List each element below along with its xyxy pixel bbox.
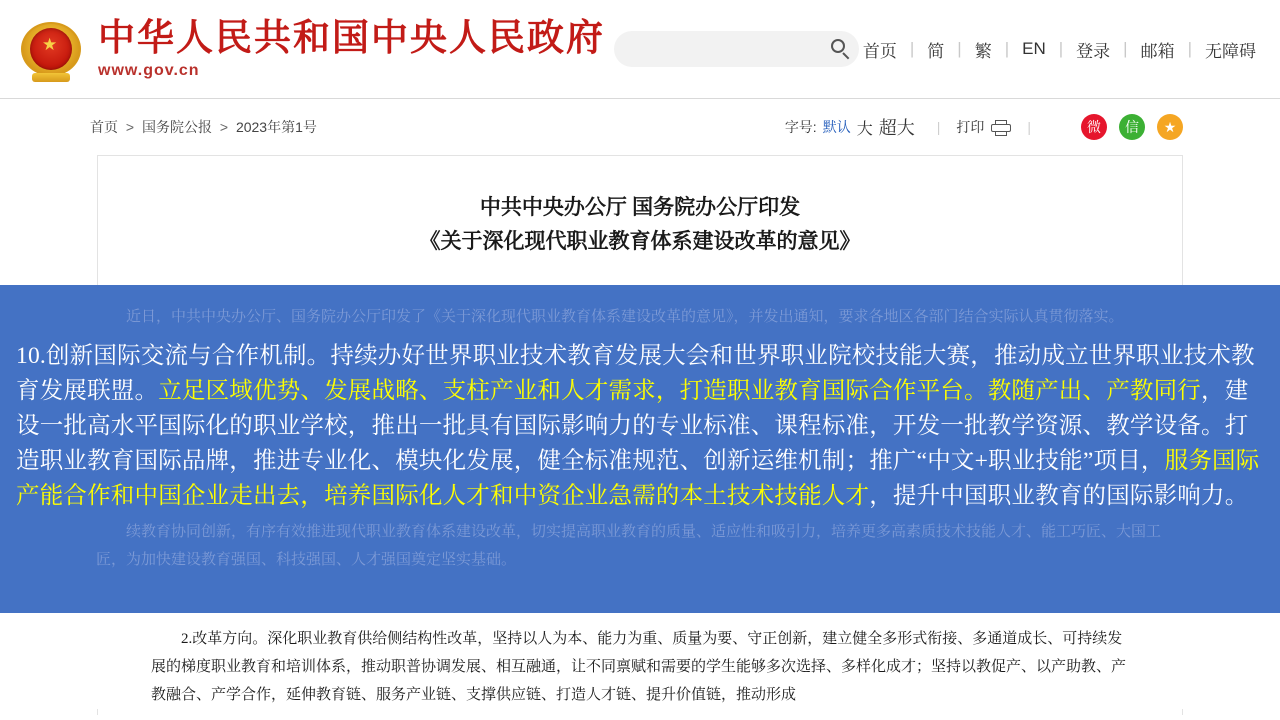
ghost-paragraph-bottom: 续教育协同创新，有序有效推进现代职业教育体系建设改革，切实提高职业教育的质量、适应性和吸引力，培养更多高素质技术技能人才、能工巧匠、大国工匠，为加快建设教育强国、科技强国、人才强国奠定坚实基础。 [96,524,1162,568]
search-input[interactable] [614,31,859,67]
selected-mid-text: ，建设一批高水平国际化的职业学校，推出一批具有国际影响力的专业标准、课程标准，开发一批教学资源、教学设备。打造职业教育国际品牌，推进专业化、模块化发展，健全标准规范、创新运维机制；推广“中文+职业技能”项目， [16,378,1249,474]
nav-separator: | [1187,39,1192,58]
favorite-share-icon[interactable]: ★ [1157,114,1183,140]
search-icon[interactable] [831,39,851,59]
site-brand[interactable] [18,16,605,82]
breadcrumb-item-home[interactable]: 首页 [90,119,118,135]
page-title-line1: 中共中央办公厅 国务院办公厅印发 [479,195,801,219]
nav-separator: | [957,39,962,58]
page-toolbar [0,99,1280,155]
nav-item-english[interactable]: EN [1022,39,1046,58]
brand-text [98,18,605,80]
wechat-share-icon[interactable]: 信 [1119,114,1145,140]
fontsize-default-option[interactable]: 默认 [822,119,851,135]
nav-separator: | [909,39,915,58]
site-header [0,0,1280,99]
fontsize-large-option[interactable]: 大 [856,120,873,138]
breadcrumb-separator: > [125,119,135,135]
nav-item-login[interactable]: 登录 [1076,41,1111,61]
nav-separator: | [1004,39,1010,58]
toolbar-divider: | [936,119,941,135]
selected-tail-text: ，提升中国职业教育的国际影响力。 [869,483,1249,509]
selected-lead-text: 10.创新国际交流与合作机制。持续办好世界职业技术教育发展大会和世界职业院校技能大赛，推动成立世界职业技术教育发展联盟。 [16,343,1255,404]
fontsize-label: 字号: [784,119,817,135]
article-body [98,156,1182,258]
page-title-line2: 《关于深化现代职业教育体系建设改革的意见》 [419,229,861,253]
ghost-paragraph-top: 近日，中共中央办公厅、国务院办公厅印发了《关于深化现代职业教育体系建设改革的意见》，并发出通知，要求各地区各部门结合实际认真贯彻落实。 [126,309,1124,325]
printer-icon[interactable] [991,120,1011,135]
site-title: 中华人民共和国中央人民政府 [98,18,605,59]
nav-item-traditional[interactable]: 繁 [974,41,992,61]
nav-item-home[interactable]: 首页 [862,41,897,61]
selected-highlight-2: 服务国际产能合作和中国企业走出去，培养国际化人才和中资企业急需的本土技术技能人才 [16,448,1260,509]
toolbar-actions [785,114,1183,140]
breadcrumb-item-gazette[interactable]: 国务院公报 [141,119,212,135]
nav-separator: | [1058,39,1064,58]
fontsize-extralarge-option[interactable]: 超大 [878,118,915,138]
text-selection-highlight[interactable] [0,285,1280,613]
breadcrumb [90,117,317,137]
nav-item-simplified[interactable]: 简 [927,41,945,61]
share-icons [1069,114,1183,140]
selected-paragraph [16,339,1264,514]
nav-item-mail[interactable]: 邮箱 [1140,41,1175,61]
header-right [614,31,1258,67]
nav-separator: | [1123,39,1128,58]
toolbar-divider: | [1027,119,1031,135]
breadcrumb-item-issue[interactable]: 2023年第1号 [235,119,317,135]
breadcrumb-separator: > [219,119,229,135]
article-continued [97,613,1183,709]
paragraph-after-selection: 2.改革方向。深化职业教育供给侧结构性改革，坚持以人为本、能力为重、质量为要、守正创新，建立健全多形式衔接、多通道成长、可持续发展的梯度职业教育和培训体系，推动职普协调发展、相互融通，让不同禀赋和需要的学生能够多次选择、多样化成才；坚持以教促产、以产助教、产教融合、产学合作，延伸教育链、服务产业链、支撑供应链、打造人才链、提升价值链，推动形成 [151,631,1127,703]
header-nav [861,37,1258,62]
weibo-share-icon[interactable]: 微 [1081,114,1107,140]
national-emblem-icon: ★ [18,16,84,82]
site-domain: www.gov.cn [98,62,200,79]
print-label[interactable]: 打印 [956,119,985,135]
nav-item-accessibility[interactable]: 无障碍 [1205,41,1256,61]
selected-highlight-1: 立足区域优势、发展战略、支柱产业和人才需求，打造职业教育国际合作平台。教随产出、产教同行 [158,378,1202,404]
